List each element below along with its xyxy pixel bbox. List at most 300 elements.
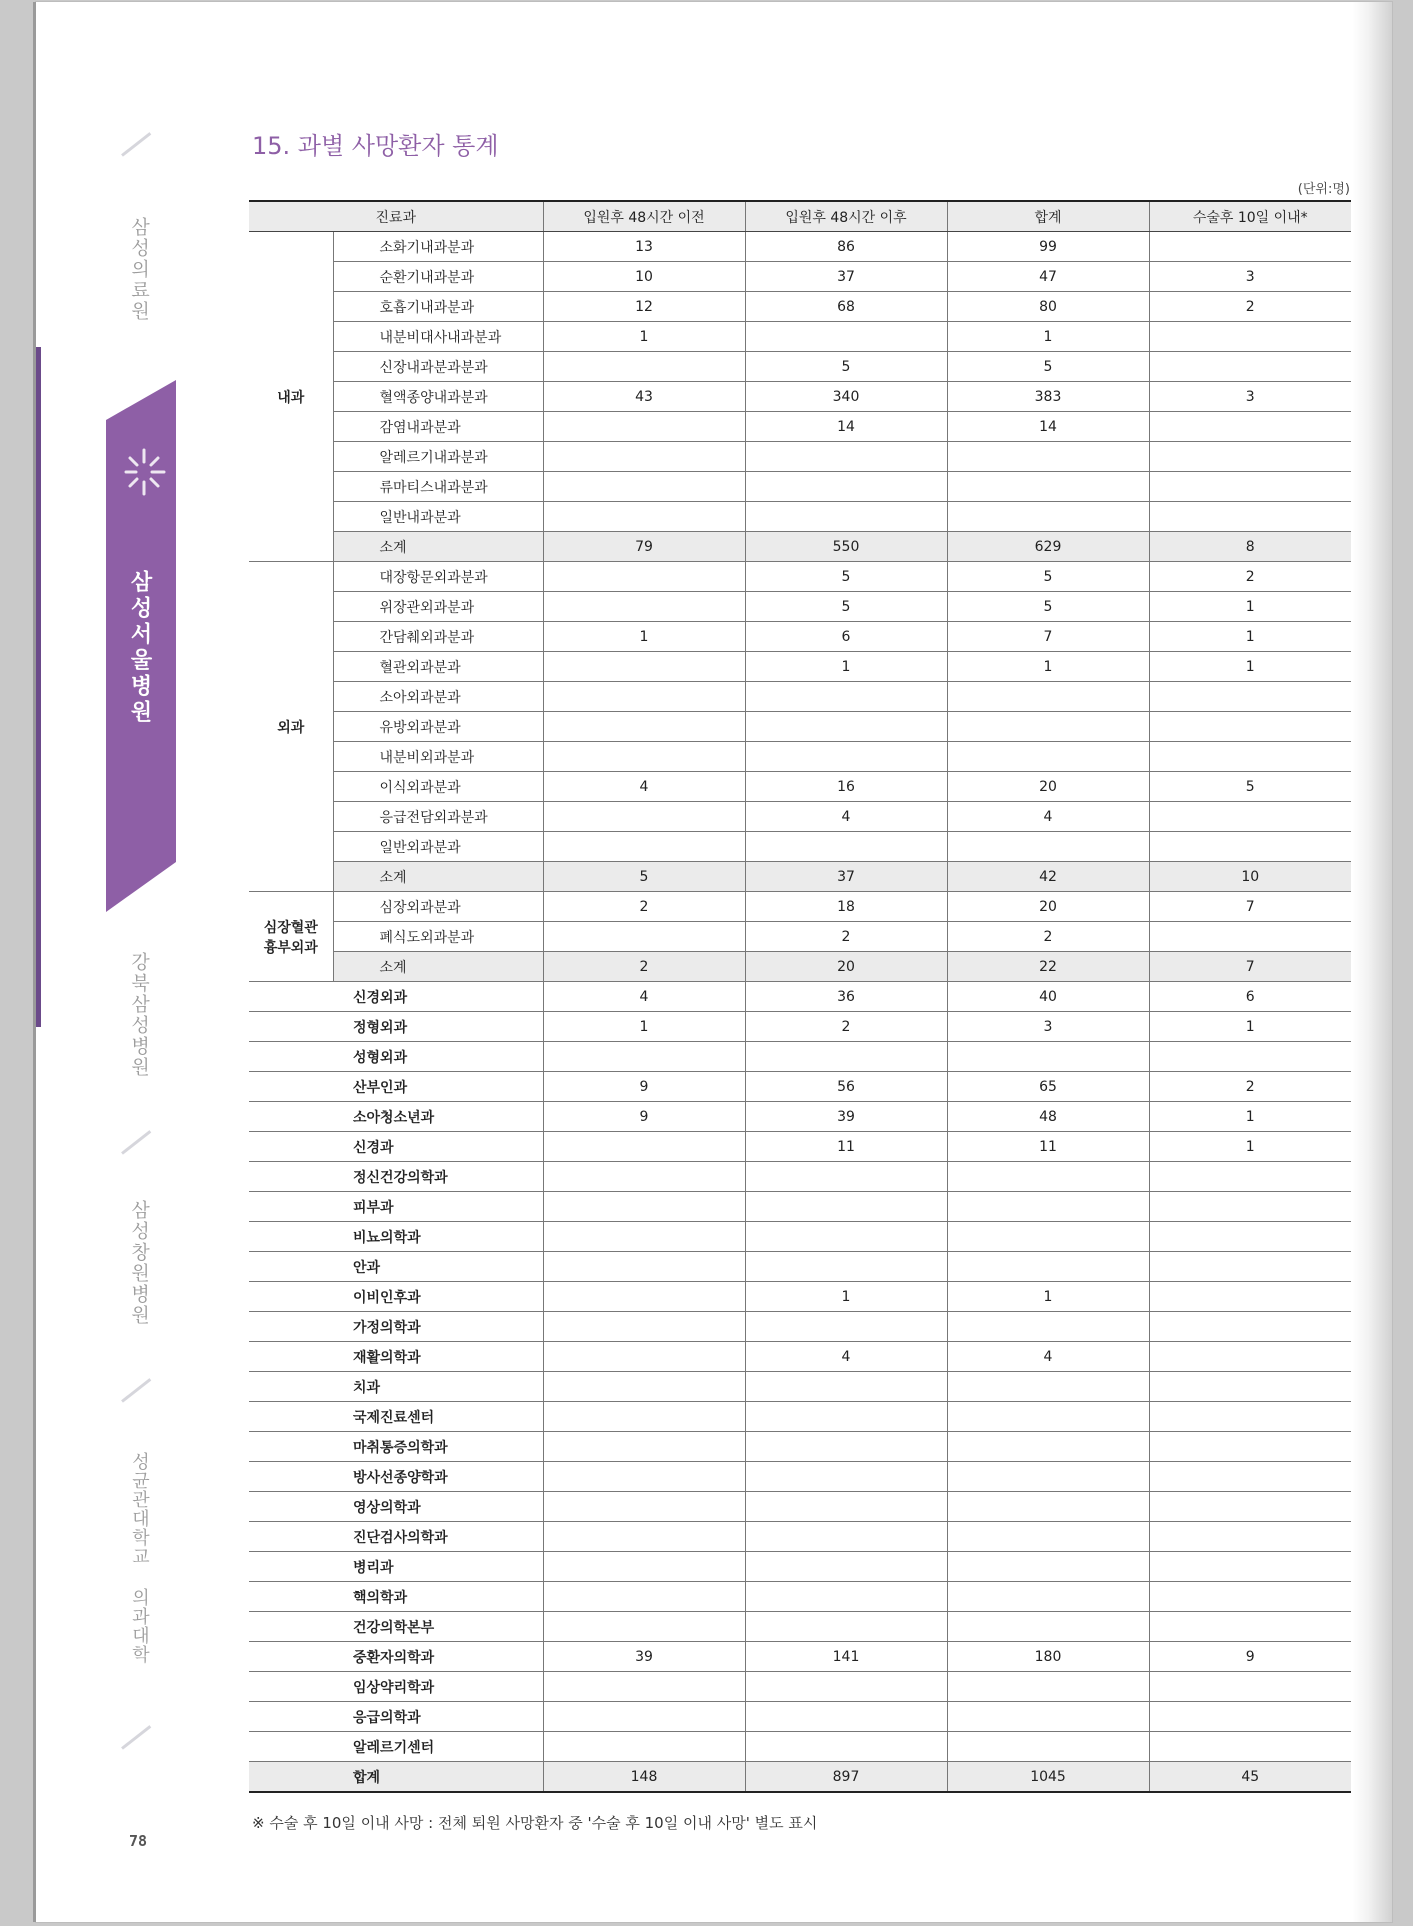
subdivision-label: 위장관외과분과 xyxy=(333,592,543,622)
table-row xyxy=(249,592,1351,622)
tab-divider xyxy=(121,1725,151,1750)
value-post-surgery: 1 xyxy=(1149,1102,1351,1132)
value-after-48h xyxy=(745,1702,947,1732)
value-before-48h: 39 xyxy=(543,1642,745,1672)
unit-label: (단위:명) xyxy=(1297,182,1350,197)
value-post-surgery xyxy=(1149,352,1351,382)
department-label: 정형외과 xyxy=(249,1012,543,1042)
department-label: 성형외과 xyxy=(249,1042,543,1072)
subdivision-label: 간담췌외과분과 xyxy=(333,622,543,652)
table-row xyxy=(249,712,1351,742)
subdivision-label: 소아외과분과 xyxy=(333,682,543,712)
table-row xyxy=(249,1672,1351,1702)
value-total: 4 xyxy=(947,802,1149,832)
value-before-48h: 13 xyxy=(543,232,745,262)
department-label: 신경과 xyxy=(249,1132,543,1162)
value-before-48h: 1 xyxy=(543,322,745,352)
value-total: 99 xyxy=(947,232,1149,262)
value-before-48h xyxy=(543,1372,745,1402)
subdivision-label: 호흡기내과분과 xyxy=(333,292,543,322)
value-post-surgery xyxy=(1149,1192,1351,1222)
table-row xyxy=(249,742,1351,772)
value-total xyxy=(947,1522,1149,1552)
table-row xyxy=(249,382,1351,412)
value-before-48h xyxy=(543,1612,745,1642)
tab-divider xyxy=(121,1378,151,1403)
department-label: 영상의학과 xyxy=(249,1492,543,1522)
value-total: 1 xyxy=(947,322,1149,352)
value-after-48h: 37 xyxy=(745,862,947,892)
value-post-surgery: 1 xyxy=(1149,622,1351,652)
value-total: 3 xyxy=(947,1012,1149,1042)
value-after-48h: 141 xyxy=(745,1642,947,1672)
table-row xyxy=(249,922,1351,952)
department-label: 중환자의학과 xyxy=(249,1642,543,1672)
value-after-48h xyxy=(745,1492,947,1522)
value-total: 11 xyxy=(947,1132,1149,1162)
table-row xyxy=(249,232,1351,262)
value-before-48h xyxy=(543,1552,745,1582)
value-total xyxy=(947,1492,1149,1522)
value-after-48h xyxy=(745,502,947,532)
value-post-surgery: 45 xyxy=(1149,1762,1351,1793)
value-total: 40 xyxy=(947,982,1149,1012)
value-total xyxy=(947,682,1149,712)
department-label: 진단검사의학과 xyxy=(249,1522,543,1552)
table-row xyxy=(249,892,1351,922)
subtotal-row xyxy=(249,862,1351,892)
value-after-48h xyxy=(745,1432,947,1462)
department-label: 피부과 xyxy=(249,1192,543,1222)
value-total: 1 xyxy=(947,1282,1149,1312)
value-total xyxy=(947,472,1149,502)
value-after-48h xyxy=(745,682,947,712)
total-label: 합계 xyxy=(249,1762,543,1793)
department-label: 산부인과 xyxy=(249,1072,543,1102)
value-total: 14 xyxy=(947,412,1149,442)
value-before-48h: 4 xyxy=(543,772,745,802)
table-row xyxy=(249,1612,1351,1642)
value-before-48h xyxy=(543,682,745,712)
value-before-48h xyxy=(543,502,745,532)
value-before-48h xyxy=(543,1702,745,1732)
value-post-surgery xyxy=(1149,1042,1351,1072)
value-after-48h: 550 xyxy=(745,532,947,562)
table-row xyxy=(249,1222,1351,1252)
value-total xyxy=(947,832,1149,862)
subdivision-label: 류마티스내과분과 xyxy=(333,472,543,502)
subtotal-label: 소계 xyxy=(333,952,543,982)
value-after-48h: 36 xyxy=(745,982,947,1012)
value-total: 80 xyxy=(947,292,1149,322)
value-post-surgery xyxy=(1149,1252,1351,1282)
table-row xyxy=(249,442,1351,472)
value-total xyxy=(947,1432,1149,1462)
value-before-48h: 2 xyxy=(543,892,745,922)
value-after-48h xyxy=(745,472,947,502)
table-row xyxy=(249,772,1351,802)
table-row xyxy=(249,1702,1351,1732)
side-tab-samsung-seoul-hospital[interactable]: 삼성서울병원 xyxy=(127,570,152,726)
value-post-surgery: 2 xyxy=(1149,562,1351,592)
table-row xyxy=(249,1402,1351,1432)
value-before-48h: 9 xyxy=(543,1102,745,1132)
value-post-surgery: 3 xyxy=(1149,382,1351,412)
value-before-48h xyxy=(543,1132,745,1162)
table-row xyxy=(249,1492,1351,1522)
value-post-surgery xyxy=(1149,1612,1351,1642)
value-after-48h: 39 xyxy=(745,1102,947,1132)
table-row xyxy=(249,412,1351,442)
value-before-48h xyxy=(543,922,745,952)
page-spine-shadow xyxy=(1352,2,1392,1922)
value-post-surgery xyxy=(1149,1732,1351,1762)
table-row xyxy=(249,652,1351,682)
value-total xyxy=(947,1042,1149,1072)
value-before-48h xyxy=(543,802,745,832)
value-before-48h xyxy=(543,1522,745,1552)
value-before-48h xyxy=(543,1342,745,1372)
value-post-surgery xyxy=(1149,1372,1351,1402)
value-before-48h: 43 xyxy=(543,382,745,412)
value-total: 1045 xyxy=(947,1762,1149,1793)
value-after-48h xyxy=(745,1672,947,1702)
value-post-surgery: 3 xyxy=(1149,262,1351,292)
value-after-48h: 86 xyxy=(745,232,947,262)
table-row xyxy=(249,1012,1351,1042)
value-before-48h xyxy=(543,1282,745,1312)
value-post-surgery: 2 xyxy=(1149,292,1351,322)
value-total: 20 xyxy=(947,772,1149,802)
value-total: 42 xyxy=(947,862,1149,892)
side-tab-kangbuk-samsung[interactable]: 강북삼성병원 xyxy=(128,952,150,1078)
table-row xyxy=(249,562,1351,592)
value-total: 47 xyxy=(947,262,1149,292)
table-row xyxy=(249,352,1351,382)
side-tab-rail xyxy=(36,2,236,1922)
value-total: 48 xyxy=(947,1102,1149,1132)
value-post-surgery xyxy=(1149,1282,1351,1312)
value-post-surgery xyxy=(1149,502,1351,532)
department-label: 이비인후과 xyxy=(249,1282,543,1312)
table-row xyxy=(249,1132,1351,1162)
table-row xyxy=(249,1582,1351,1612)
value-before-48h xyxy=(543,1432,745,1462)
value-after-48h: 37 xyxy=(745,262,947,292)
value-post-surgery: 5 xyxy=(1149,772,1351,802)
value-total xyxy=(947,742,1149,772)
value-post-surgery: 7 xyxy=(1149,952,1351,982)
department-label: 재활의학과 xyxy=(249,1342,543,1372)
department-label: 알레르기센터 xyxy=(249,1732,543,1762)
subdivision-label: 일반내과분과 xyxy=(333,502,543,532)
group-label: 외과 xyxy=(249,562,333,892)
page-title: 15. 과별 사망환자 통계 xyxy=(252,132,499,160)
subdivision-label: 폐식도외과분과 xyxy=(333,922,543,952)
value-before-48h: 2 xyxy=(543,952,745,982)
value-post-surgery: 2 xyxy=(1149,1072,1351,1102)
value-total: 22 xyxy=(947,952,1149,982)
tab-divider xyxy=(121,132,151,157)
department-label: 신경외과 xyxy=(249,982,543,1012)
value-total: 629 xyxy=(947,532,1149,562)
value-total xyxy=(947,1162,1149,1192)
value-after-48h xyxy=(745,1462,947,1492)
value-before-48h xyxy=(543,592,745,622)
value-after-48h xyxy=(745,322,947,352)
department-label: 비뇨의학과 xyxy=(249,1222,543,1252)
value-total xyxy=(947,1552,1149,1582)
value-after-48h: 2 xyxy=(745,1012,947,1042)
value-after-48h: 1 xyxy=(745,652,947,682)
table-row xyxy=(249,1042,1351,1072)
value-post-surgery xyxy=(1149,712,1351,742)
table-header-row xyxy=(249,201,1351,232)
department-label: 정신건강의학과 xyxy=(249,1162,543,1192)
value-before-48h xyxy=(543,832,745,862)
value-after-48h xyxy=(745,1522,947,1552)
table-row xyxy=(249,982,1351,1012)
table-row xyxy=(249,1552,1351,1582)
tab-divider xyxy=(121,1130,151,1155)
value-after-48h xyxy=(745,1312,947,1342)
value-before-48h xyxy=(543,712,745,742)
value-before-48h: 79 xyxy=(543,532,745,562)
value-after-48h xyxy=(745,1552,947,1582)
subtotal-row xyxy=(249,532,1351,562)
value-after-48h: 4 xyxy=(745,1342,947,1372)
value-before-48h xyxy=(543,1582,745,1612)
value-before-48h xyxy=(543,1732,745,1762)
value-post-surgery: 1 xyxy=(1149,1132,1351,1162)
value-post-surgery xyxy=(1149,1702,1351,1732)
value-total xyxy=(947,1582,1149,1612)
department-label: 건강의학본부 xyxy=(249,1612,543,1642)
value-before-48h xyxy=(543,742,745,772)
department-label: 안과 xyxy=(249,1252,543,1282)
value-post-surgery xyxy=(1149,802,1351,832)
table-row xyxy=(249,1102,1351,1132)
value-before-48h: 10 xyxy=(543,262,745,292)
department-label: 소아청소년과 xyxy=(249,1102,543,1132)
value-total xyxy=(947,1252,1149,1282)
value-before-48h: 9 xyxy=(543,1072,745,1102)
value-after-48h xyxy=(745,1612,947,1642)
value-after-48h: 14 xyxy=(745,412,947,442)
value-before-48h xyxy=(543,1312,745,1342)
value-after-48h: 2 xyxy=(745,922,947,952)
value-total: 5 xyxy=(947,352,1149,382)
value-after-48h xyxy=(745,442,947,472)
value-post-surgery xyxy=(1149,1492,1351,1522)
value-total: 180 xyxy=(947,1642,1149,1672)
value-total: 5 xyxy=(947,562,1149,592)
value-after-48h: 4 xyxy=(745,802,947,832)
value-post-surgery xyxy=(1149,1162,1351,1192)
department-label: 마취통증의학과 xyxy=(249,1432,543,1462)
header-total: 합계 xyxy=(947,201,1149,232)
subdivision-label: 신장내과분과분과 xyxy=(333,352,543,382)
value-after-48h xyxy=(745,742,947,772)
group-label: 심장혈관 흉부외과 xyxy=(249,892,333,982)
value-post-surgery xyxy=(1149,442,1351,472)
table-row xyxy=(249,1162,1351,1192)
value-before-48h xyxy=(543,562,745,592)
value-post-surgery xyxy=(1149,1312,1351,1342)
footnote: ※ 수술 후 10일 이내 사망 : 전체 퇴원 사망환자 중 '수술 후 10일 이내 사망' 별도 표시 xyxy=(252,1814,818,1832)
table-row xyxy=(249,1432,1351,1462)
value-post-surgery: 8 xyxy=(1149,532,1351,562)
table-row xyxy=(249,1282,1351,1312)
department-label: 치과 xyxy=(249,1372,543,1402)
table-row xyxy=(249,682,1351,712)
subdivision-label: 일반외과분과 xyxy=(333,832,543,862)
value-post-surgery xyxy=(1149,322,1351,352)
header-after-48h: 입원후 48시간 이후 xyxy=(745,201,947,232)
side-tab-samsung-changwon[interactable]: 삼성창원병원 xyxy=(128,1200,150,1326)
value-total: 65 xyxy=(947,1072,1149,1102)
value-total xyxy=(947,1612,1149,1642)
document-page xyxy=(36,2,1392,1922)
table-row xyxy=(249,1252,1351,1282)
value-after-48h: 6 xyxy=(745,622,947,652)
value-total: 4 xyxy=(947,1342,1149,1372)
department-label: 핵의학과 xyxy=(249,1582,543,1612)
group-label: 내과 xyxy=(249,232,333,562)
subdivision-label: 대장항문외과분과 xyxy=(333,562,543,592)
value-after-48h xyxy=(745,832,947,862)
subdivision-label: 심장외과분과 xyxy=(333,892,543,922)
value-post-surgery xyxy=(1149,1582,1351,1612)
value-post-surgery xyxy=(1149,1222,1351,1252)
value-before-48h xyxy=(543,442,745,472)
value-before-48h: 1 xyxy=(543,622,745,652)
subdivision-label: 순환기내과분과 xyxy=(333,262,543,292)
subdivision-label: 이식외과분과 xyxy=(333,772,543,802)
value-before-48h xyxy=(543,1162,745,1192)
department-label: 방사선종양학과 xyxy=(249,1462,543,1492)
value-post-surgery xyxy=(1149,1432,1351,1462)
sparkle-icon xyxy=(114,442,174,502)
value-post-surgery: 1 xyxy=(1149,652,1351,682)
value-before-48h xyxy=(543,472,745,502)
value-before-48h: 148 xyxy=(543,1762,745,1793)
value-post-surgery xyxy=(1149,472,1351,502)
value-post-surgery xyxy=(1149,682,1351,712)
value-after-48h xyxy=(745,1042,947,1072)
value-after-48h xyxy=(745,1402,947,1432)
value-post-surgery xyxy=(1149,412,1351,442)
value-post-surgery xyxy=(1149,1462,1351,1492)
table-row xyxy=(249,1312,1351,1342)
value-total xyxy=(947,1462,1149,1492)
value-total xyxy=(947,1702,1149,1732)
value-post-surgery xyxy=(1149,922,1351,952)
value-after-48h: 18 xyxy=(745,892,947,922)
table-row xyxy=(249,1462,1351,1492)
table-row xyxy=(249,832,1351,862)
value-total xyxy=(947,1372,1149,1402)
value-before-48h xyxy=(543,652,745,682)
value-total xyxy=(947,1222,1149,1252)
table-row xyxy=(249,1642,1351,1672)
value-total: 1 xyxy=(947,652,1149,682)
value-total: 7 xyxy=(947,622,1149,652)
value-post-surgery: 1 xyxy=(1149,1012,1351,1042)
value-before-48h xyxy=(543,1462,745,1492)
value-total: 383 xyxy=(947,382,1149,412)
value-after-48h: 5 xyxy=(745,592,947,622)
value-post-surgery xyxy=(1149,1552,1351,1582)
value-after-48h: 20 xyxy=(745,952,947,982)
subdivision-label: 소화기내과분과 xyxy=(333,232,543,262)
table-row xyxy=(249,802,1351,832)
subdivision-label: 응급전담외과분과 xyxy=(333,802,543,832)
value-before-48h xyxy=(543,1222,745,1252)
value-after-48h xyxy=(745,1252,947,1282)
value-post-surgery: 10 xyxy=(1149,862,1351,892)
value-post-surgery xyxy=(1149,832,1351,862)
table-row xyxy=(249,1192,1351,1222)
value-after-48h xyxy=(745,1222,947,1252)
subtotal-row xyxy=(249,952,1351,982)
table-row xyxy=(249,1732,1351,1762)
value-before-48h xyxy=(543,352,745,382)
total-row xyxy=(249,1762,1351,1793)
department-label: 임상약리학과 xyxy=(249,1672,543,1702)
value-post-surgery xyxy=(1149,1342,1351,1372)
value-after-48h xyxy=(745,1582,947,1612)
subdivision-label: 알레르기내과분과 xyxy=(333,442,543,472)
department-label: 병리과 xyxy=(249,1552,543,1582)
value-post-surgery xyxy=(1149,1522,1351,1552)
table-row xyxy=(249,1342,1351,1372)
subdivision-label: 감염내과분과 xyxy=(333,412,543,442)
value-after-48h: 5 xyxy=(745,562,947,592)
value-before-48h xyxy=(543,1192,745,1222)
value-post-surgery xyxy=(1149,742,1351,772)
subdivision-label: 혈액종양내과분과 xyxy=(333,382,543,412)
table-row xyxy=(249,502,1351,532)
table-row xyxy=(249,1372,1351,1402)
value-after-48h xyxy=(745,1372,947,1402)
value-total xyxy=(947,1312,1149,1342)
side-tab-samsung-medical-center[interactable]: 삼성의료원 xyxy=(128,217,150,322)
value-post-surgery: 1 xyxy=(1149,592,1351,622)
department-label: 가정의학과 xyxy=(249,1312,543,1342)
value-total xyxy=(947,1732,1149,1762)
value-after-48h: 56 xyxy=(745,1072,947,1102)
value-total xyxy=(947,1672,1149,1702)
value-post-surgery xyxy=(1149,232,1351,262)
value-before-48h: 4 xyxy=(543,982,745,1012)
subdivision-label: 내분비대사내과분과 xyxy=(333,322,543,352)
table-row xyxy=(249,622,1351,652)
value-before-48h: 5 xyxy=(543,862,745,892)
table-row xyxy=(249,322,1351,352)
value-total: 5 xyxy=(947,592,1149,622)
header-before-48h: 입원후 48시간 이전 xyxy=(543,201,745,232)
value-before-48h: 1 xyxy=(543,1012,745,1042)
side-tab-skku-medicine[interactable]: 성균관대학교 의과대학 xyxy=(129,1452,150,1664)
page-number: 78 xyxy=(129,1832,148,1850)
value-total xyxy=(947,502,1149,532)
value-after-48h: 16 xyxy=(745,772,947,802)
value-post-surgery: 7 xyxy=(1149,892,1351,922)
subtotal-label: 소계 xyxy=(333,862,543,892)
value-after-48h xyxy=(745,1162,947,1192)
value-after-48h: 1 xyxy=(745,1282,947,1312)
